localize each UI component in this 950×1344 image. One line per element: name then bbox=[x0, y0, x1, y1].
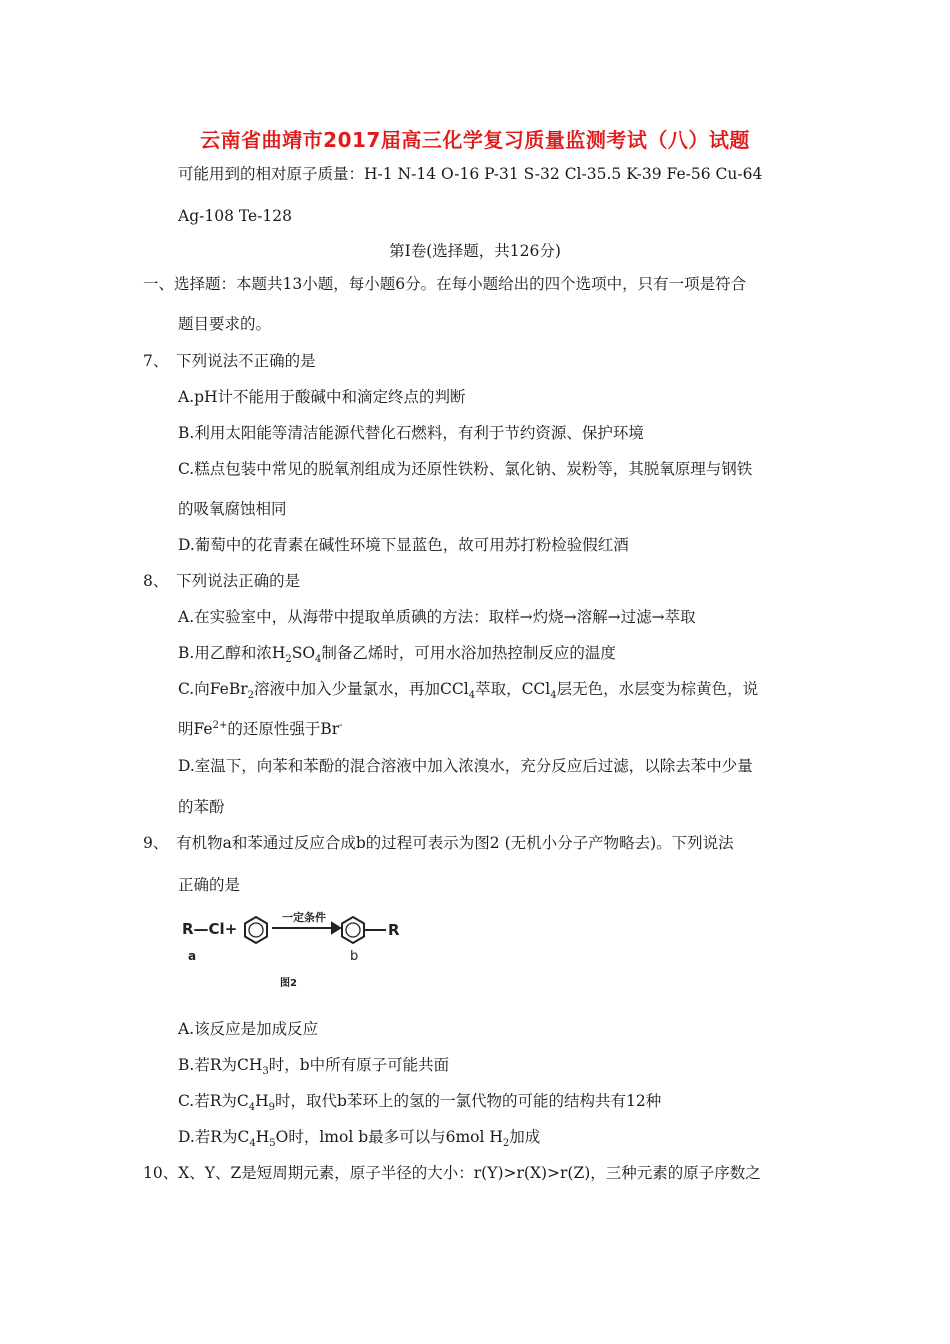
reaction-scheme-figure bbox=[182, 908, 422, 992]
q7-option-d: D.葡萄中的花青素在碱性环境下显蓝色，故可用苏打粉检验假红酒 bbox=[178, 536, 629, 554]
q10-stem: 10、X、Y、Z是短周期元素，原子半径的大小：r(Y)>r(X)>r(Z)，三种元素的原子序数之 bbox=[143, 1164, 761, 1182]
atomic-masses-line-2: Ag-108 Te-128 bbox=[178, 207, 292, 225]
section-header: 第Ⅰ卷(选择题，共126分) bbox=[389, 242, 561, 260]
reaction-arrow bbox=[272, 923, 340, 933]
q7-option-a: A.pH计不能用于酸碱中和滴定终点的判断 bbox=[178, 388, 466, 406]
benzene-ring-product bbox=[342, 917, 386, 943]
q8-option-d-line-2: 的苯酚 bbox=[178, 798, 225, 816]
part1-instruction-line-1: 一、选择题：本题共13小题，每小题6分。在每小题给出的四个选项中，只有一项是符合 bbox=[143, 275, 747, 293]
benzene-ring-reactant bbox=[245, 917, 267, 943]
q8-option-c-line-2: 明$Fe^{2+}$的还原性强于Br- bbox=[178, 719, 343, 738]
page-title: 云南省曲靖市2017届高三化学复习质量监测考试（八）试题 bbox=[200, 128, 750, 152]
q7-option-c-line-2: 的吸氧腐蚀相同 bbox=[178, 500, 287, 518]
figure-condition-label: 一定条件 bbox=[282, 911, 326, 924]
q9-option-a: A.该反应是加成反应 bbox=[178, 1020, 319, 1038]
q7-option-b: B.利用太阳能等清洁能源代替化石燃料，有利于节约资源、保护环境 bbox=[178, 424, 644, 442]
figure-label-b: b bbox=[350, 949, 359, 964]
q8-option-a: A.在实验室中，从海带中提取单质碘的方法：取样→灼烧→溶解→过滤→萃取 bbox=[178, 608, 696, 626]
part1-instruction-line-2: 题目要求的。 bbox=[178, 315, 272, 333]
q8-option-b: B.用乙醇和浓$H_2SO_4$制备乙烯时，可用水浴加热控制反应的温度 bbox=[178, 644, 616, 666]
q9-option-c: C.若R为$C_4H_9$时，取代b苯环上的氢的一氯代物的可能的结构共有12种 bbox=[178, 1092, 662, 1114]
figure-product-r-label: R bbox=[388, 921, 400, 939]
q9-option-d: D.若R为$C_4H_5O$时，lmol b最多可以与6mol $H_2$加成 bbox=[178, 1128, 541, 1150]
q7-stem: 7、 下列说法不正确的是 bbox=[143, 352, 316, 370]
q9-option-b: B.若R为$CH_3$时，b中所有原子可能共面 bbox=[178, 1056, 450, 1078]
figure-reactant-label: R—Cl+ bbox=[182, 920, 238, 938]
q8-stem: 8、 下列说法正确的是 bbox=[143, 572, 301, 590]
q8-option-c-line-1: C.向FeBr$_2$溶液中加入少量氯水，再加CCl$_4$萃取，CCl$_4$层无色，水层变为棕黄色，说 bbox=[178, 680, 759, 702]
q9-stem-line-1: 9、 有机物a和苯通过反应合成b的过程可表示为图2 (无机小分子产物略去)。下列说法 bbox=[143, 834, 734, 852]
q8-option-d-line-1: D.室温下，向苯和苯酚的混合溶液中加入浓溴水，充分反应后过滤，以除去苯中少量 bbox=[178, 757, 753, 775]
figure-caption: 图2 bbox=[280, 978, 297, 989]
q7-option-c-line-1: C.糕点包装中常见的脱氧剂组成为还原性铁粉、氯化钠、炭粉等，其脱氧原理与钢铁 bbox=[178, 460, 753, 478]
q9-stem-line-2: 正确的是 bbox=[178, 876, 241, 894]
figure-label-a: a bbox=[188, 949, 197, 963]
atomic-masses-line-1: 可能用到的相对原子质量：H-1 N-14 O-16 P-31 S-32 Cl-35.5 K-39 Fe-56 Cu-64 bbox=[178, 165, 763, 183]
